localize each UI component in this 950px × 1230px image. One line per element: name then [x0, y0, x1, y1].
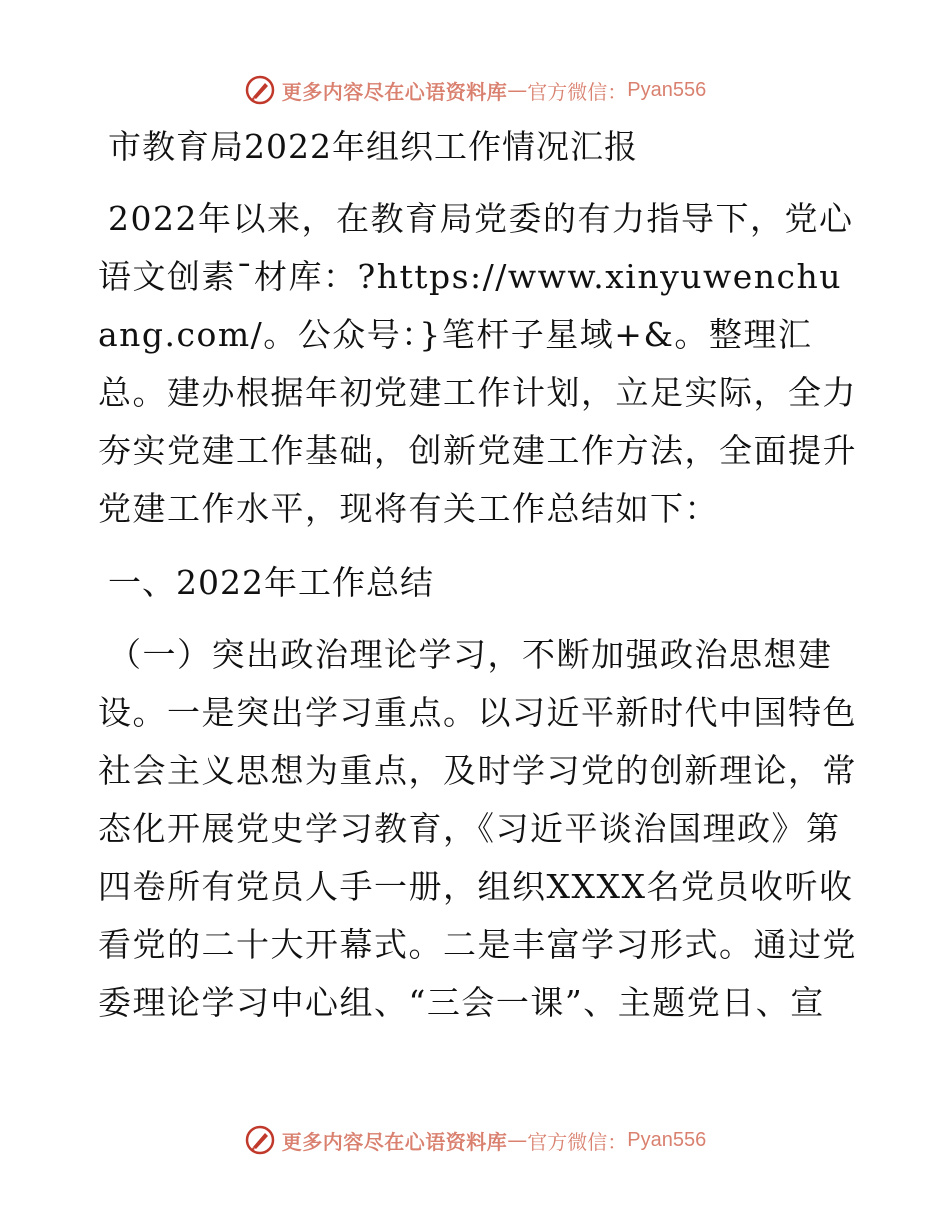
- quill-pen-logo-icon: [244, 1124, 276, 1156]
- document-title: 市教育局2022年组织工作情况汇报: [108, 127, 638, 166]
- footer-watermark: [0, 1120, 950, 1160]
- quill-pen-logo-icon: [244, 74, 276, 106]
- watermark-contact-id: Pyan556: [627, 1128, 707, 1151]
- watermark-separator: —: [507, 78, 528, 102]
- watermark-contact-id: Pyan556: [627, 78, 707, 101]
- watermark-contact-label: 官方微信：: [527, 1129, 628, 1154]
- watermark-brand: 更多内容尽在心语资料库: [281, 79, 508, 104]
- watermark-brand: 更多内容尽在心语资料库: [281, 1129, 508, 1154]
- watermark-contact-label: 官方微信：: [527, 79, 628, 104]
- watermark-separator: —: [507, 1128, 528, 1152]
- intro-paragraph: 2022年以来，在教育局党委的有力指导下，党心语文创素¯材库：?https://www.xinyuwenchuang.com/。公众号：}笔杆子星域+&。整理汇总。建办根据年初党建工作计划，立足实际，全力夯实党建工作基础，创新党建工作方法，全面提升党建工作水平，现将有关工作总结如下：: [98, 199, 857, 528]
- section-paragraph: （一）突出政治理论学习，不断加强政治思想建设。一是突出学习重点。以习近平新时代中国特色社会主义思想为重点，及时学习党的创新理论，常态化开展党史学习教育，《习近平谈治国理政》第四卷所有党员人手一册，组织XXXX名党员收听收看党的二十大开幕式。二是丰富学习形式。通过党委理论学习中心组、“三会一课”、主题党日、宣: [98, 635, 857, 1022]
- header-watermark: [0, 70, 950, 110]
- document-body: [98, 124, 858, 1032]
- section-heading: 一、2022年工作总结: [108, 563, 434, 602]
